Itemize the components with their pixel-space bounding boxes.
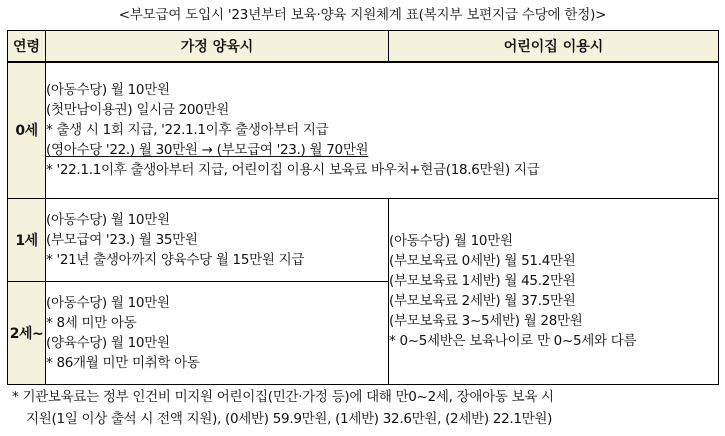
- daycare-line-fee-age2: (부모보육료 2세반) 월 37.5만원: [389, 293, 576, 309]
- daycare-line-fee-age3to5: (부모보육료 3~5세반) 월 28만원: [389, 313, 583, 329]
- age1-line-note: * '21년 출생아까지 양육수당 월 15만원 지급: [46, 251, 305, 268]
- footnote: [12, 386, 717, 430]
- age-label-0: 0세: [8, 62, 46, 198]
- table-row-age1: [8, 198, 719, 281]
- age0-line-note-birth: * 출생 시 1회 지급, '22.1.1이후 출생아부터 지급: [46, 122, 329, 139]
- daycare-line-child-allowance: (아동수당) 월 10만원: [389, 233, 513, 249]
- age2-line-home-care-allowance: (양육수당) 월 10만원: [46, 334, 170, 351]
- daycare-benefits: [389, 198, 719, 384]
- age2-home-benefits: [46, 281, 389, 384]
- age1-home-benefits: [46, 198, 389, 281]
- table-row-age0: [8, 62, 719, 198]
- footnote-line-1: * 기관보육료는 정부 인건비 미지원 어린이집(민간·가정 등)에 대해 만0~2세, 장애아동 보육 시: [12, 389, 554, 405]
- age0-benefits: [46, 62, 719, 198]
- daycare-line-note: * 0~5세반은 보육나이로 만 0~5세와 다름: [389, 333, 637, 349]
- footnote-line-2: 지원(1일 이상 출석 시 전액 지원), (0세반) 59.9만원, (1세반) 32.6만원, (2세반) 22.1만원): [26, 411, 553, 427]
- table-header-row: [8, 31, 719, 63]
- header-daycare: 어린이집 이용시: [389, 31, 719, 63]
- age0-line-child-allowance: (아동수당) 월 10만원: [46, 82, 170, 99]
- age1-line-child-allowance: (아동수당) 월 10만원: [46, 211, 170, 228]
- age-label-1: 1세: [8, 198, 46, 281]
- daycare-line-fee-age1: (부모보육료 1세반) 월 45.2만원: [389, 273, 576, 289]
- age0-line-first-meeting-voucher: (첫만남이용권) 일시금 200만원: [46, 102, 229, 119]
- age2-line-child-allowance: (아동수당) 월 10만원: [46, 294, 170, 311]
- daycare-line-fee-age0: (부모보육료 0세반) 월 51.4만원: [389, 253, 576, 269]
- age2-line-note-preschool: * 86개월 미만 미취학 아동: [46, 354, 200, 371]
- age1-line-parent-benefit: (부모급여 '23.) 월 35만원: [46, 231, 198, 248]
- age2-line-note-under8: * 8세 미만 아동: [46, 314, 137, 331]
- header-home-care: 가정 양육시: [46, 31, 389, 63]
- support-system-table: [7, 30, 719, 385]
- age0-line-note-voucher: * '22.1.1이후 출생아부터 지급, 어린이집 이용시 보육료 바우처+현금(18.6만원) 지급: [46, 162, 540, 179]
- age-label-2plus: 2세~: [8, 281, 46, 384]
- age0-line-parent-benefit: (영아수당 '22.) 월 30만원 → (부모급여 '23.) 월 70만원: [46, 142, 369, 159]
- table-title: <부모급여 도입시 '23년부터 보육·양육 지원체계 표(복지부 보편지급 수당에 한정)>: [118, 7, 607, 23]
- header-age: 연령: [8, 31, 46, 63]
